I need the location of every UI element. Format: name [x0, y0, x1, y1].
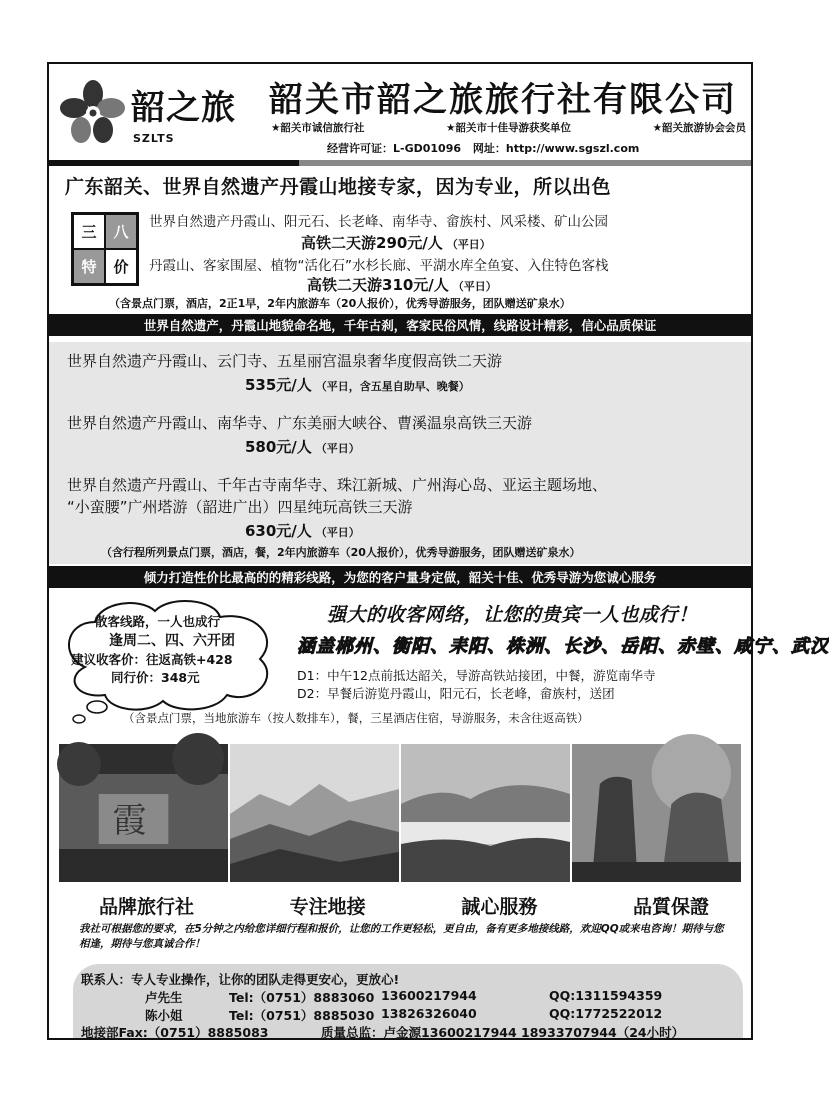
badge-char-3: 特: [73, 249, 105, 284]
svg-text:霞: 霞: [112, 800, 147, 841]
cloud-line-4: 同行价：348元: [111, 670, 200, 685]
header-bar-grey: [299, 160, 751, 166]
photo-misty-peaks: [401, 744, 570, 882]
badge-char-2: 八: [105, 214, 137, 249]
award-3: ★韶关旅游协会会员: [652, 122, 746, 134]
section1-banner: 世界自然遗产，丹霞山地貌命名地，千年古刹，客家民俗风情，线路设计精彩，信心品质保证: [49, 314, 751, 336]
header: [49, 64, 751, 156]
contact-1-mobile[interactable]: 13600217944: [381, 988, 477, 1003]
contact-panel: [73, 964, 743, 1038]
photo-carved-rock: [59, 744, 228, 882]
company-name: 韶关市韶之旅旅行社有限公司: [269, 80, 737, 120]
headline: 广东韶关、世界自然遗产丹霞山地接专家，因为专业，所以出色: [65, 176, 612, 198]
slogan-sincere: 誠心服務: [461, 896, 538, 918]
tour-2-name: 世界自然遗产丹霞山、南华寺、广东美丽大峡谷、曹溪温泉高铁三天游: [67, 414, 533, 432]
contact-1-name: 卢先生: [145, 990, 183, 1005]
tour-3-price-note: （平日）: [315, 526, 360, 539]
cloud-line-3: 建议收客价：往返高铁+428: [71, 652, 233, 667]
flower-logo-icon: [59, 78, 127, 146]
tour-1-price-note: （平日，含五星自助早、晚餐）: [315, 380, 470, 393]
photo-mountain-forest: [230, 744, 399, 882]
company-logo: [59, 74, 249, 154]
logo-en: SZLTS: [133, 132, 175, 145]
section2-banner: 倾力打造性价比最高的的精彩线路，为您的客户量身定做，韶关十佳、优秀导游为您诚心服务: [49, 566, 751, 588]
tour-1-name: 世界自然遗产丹霞山、云门寺、五星丽宫温泉奢华度假高铁二天游: [67, 352, 503, 370]
slogan-focus: 专注地接: [289, 896, 366, 918]
quality-supervisor[interactable]: 质量总监：卢金源13600217944 18933707944（24小时）: [321, 1025, 685, 1040]
license-row: [327, 140, 647, 156]
slogan-brand: 品牌旅行社: [99, 896, 195, 918]
network-title: 强大的收客网络，让您的贵宾一人也成行！: [327, 604, 698, 626]
award-1: ★韶关市诚信旅行社: [271, 122, 365, 134]
contact-1-qq[interactable]: QQ:1311594359: [549, 988, 663, 1003]
tours-block: [49, 342, 751, 564]
tour-2-price-note: （平日）: [315, 442, 360, 455]
cloud-line-1: 散客线路，一人也成行: [95, 614, 221, 629]
special-price-1-value: 高铁二天游290元/人: [301, 234, 443, 252]
awards-row: [271, 120, 746, 135]
tour-3-name: 世界自然遗产丹霞山、千年古寺南华寺、珠江新城、广州海心岛、亚运主题场地、: [67, 476, 608, 494]
tour-3-price: [245, 520, 360, 541]
itinerary-day-1: D1：中午12点前抵达韶关，导游高铁站接团，中餐，游览南华寺: [297, 668, 656, 683]
promo-text: 我社可根据您的要求，在5分钟之内给您详细行程和报价，让您的工作更轻松，更自由，备有更多地接线路，欢迎QQ或来电咨询！期待与您相逢，期待与您真诚合作！: [79, 923, 724, 950]
itinerary-day-2: D2：早餐后游览丹霞山，阳元石，长老峰，畲族村，送团: [297, 686, 615, 701]
contact-1-tel[interactable]: Tel:（0751）8883060: [229, 990, 375, 1005]
tour-2-price-value: 580元/人: [245, 438, 312, 456]
scenery-photos: [59, 744, 741, 882]
tour-2-price: [245, 436, 360, 457]
slogan-quality: 品質保證: [632, 896, 709, 918]
special-price-badge: [71, 212, 139, 286]
badge-char-4: 价: [105, 249, 137, 284]
website[interactable]: 网址：http://www.sgszl.com: [472, 142, 640, 155]
flyer: [47, 62, 829, 1040]
license-number: 经营许可证：L-GD01096: [327, 142, 462, 155]
special-price-1: [301, 232, 491, 253]
section2-includes: （含行程所列景点门票，酒店，餐，2年内旅游车（20人报价），优秀导游服务，团队赠送矿泉水）: [101, 546, 581, 559]
contact-2-mobile[interactable]: 13826326040: [381, 1006, 477, 1021]
section3-includes: （含景点门票，当地旅游车（按人数排车），餐，三星酒店住宿，导游服务，未含往返高铁）: [123, 711, 589, 725]
logo-text: 韶之旅: [131, 88, 236, 128]
tour-3-name-2: “小蛮腰”广州塔游（韶进广出）四星纯玩高铁三天游: [67, 498, 413, 516]
award-2: ★韶关市十佳导游获奖单位: [446, 122, 571, 134]
photo-danxia-cliff: [572, 744, 741, 882]
special-price-2: [307, 274, 497, 295]
header-bar-dark: [49, 160, 299, 166]
special-price-2-note: （平日）: [452, 280, 497, 293]
covered-cities: 涵盖郴州、衡阳、耒阳、株洲、长沙、岳阳、赤壁、咸宁、武汉: [297, 636, 829, 657]
fax[interactable]: 地接部Fax:（0751）8885083: [81, 1025, 269, 1040]
contact-2-qq[interactable]: QQ:1772522012: [549, 1006, 663, 1021]
contact-2-tel[interactable]: Tel:（0751）8885030: [229, 1008, 375, 1023]
contact-slogan: 联系人：专人专业操作，让你的团队走得更安心，更放心!: [81, 972, 400, 987]
slogans-row: [99, 892, 709, 919]
contact-2-name: 陈小姐: [145, 1008, 183, 1023]
special-price-1-note: （平日）: [446, 238, 491, 251]
cloud-line-2: 逢周二、四、六开团: [109, 633, 235, 649]
tour-1-price: [245, 374, 470, 395]
section1-includes: （含景点门票，酒店，2正1早，2年内旅游车（20人报价），优秀导游服务，团队赠送矿泉水）: [109, 297, 571, 310]
special-price-2-value: 高铁二天游310元/人: [307, 276, 449, 294]
badge-char-1: 三: [73, 214, 105, 249]
tour-1-price-value: 535元/人: [245, 376, 312, 394]
special-route-1: 世界自然遗产丹霞山、阳元石、长老峰、南华寺、畲族村、风采楼、矿山公园: [149, 214, 608, 230]
special-route-2: 丹霞山、客家围屋、植物“活化石”水杉长廊、平湖水库全鱼宴、入住特色客栈: [149, 258, 609, 274]
tour-3-price-value: 630元/人: [245, 522, 312, 540]
